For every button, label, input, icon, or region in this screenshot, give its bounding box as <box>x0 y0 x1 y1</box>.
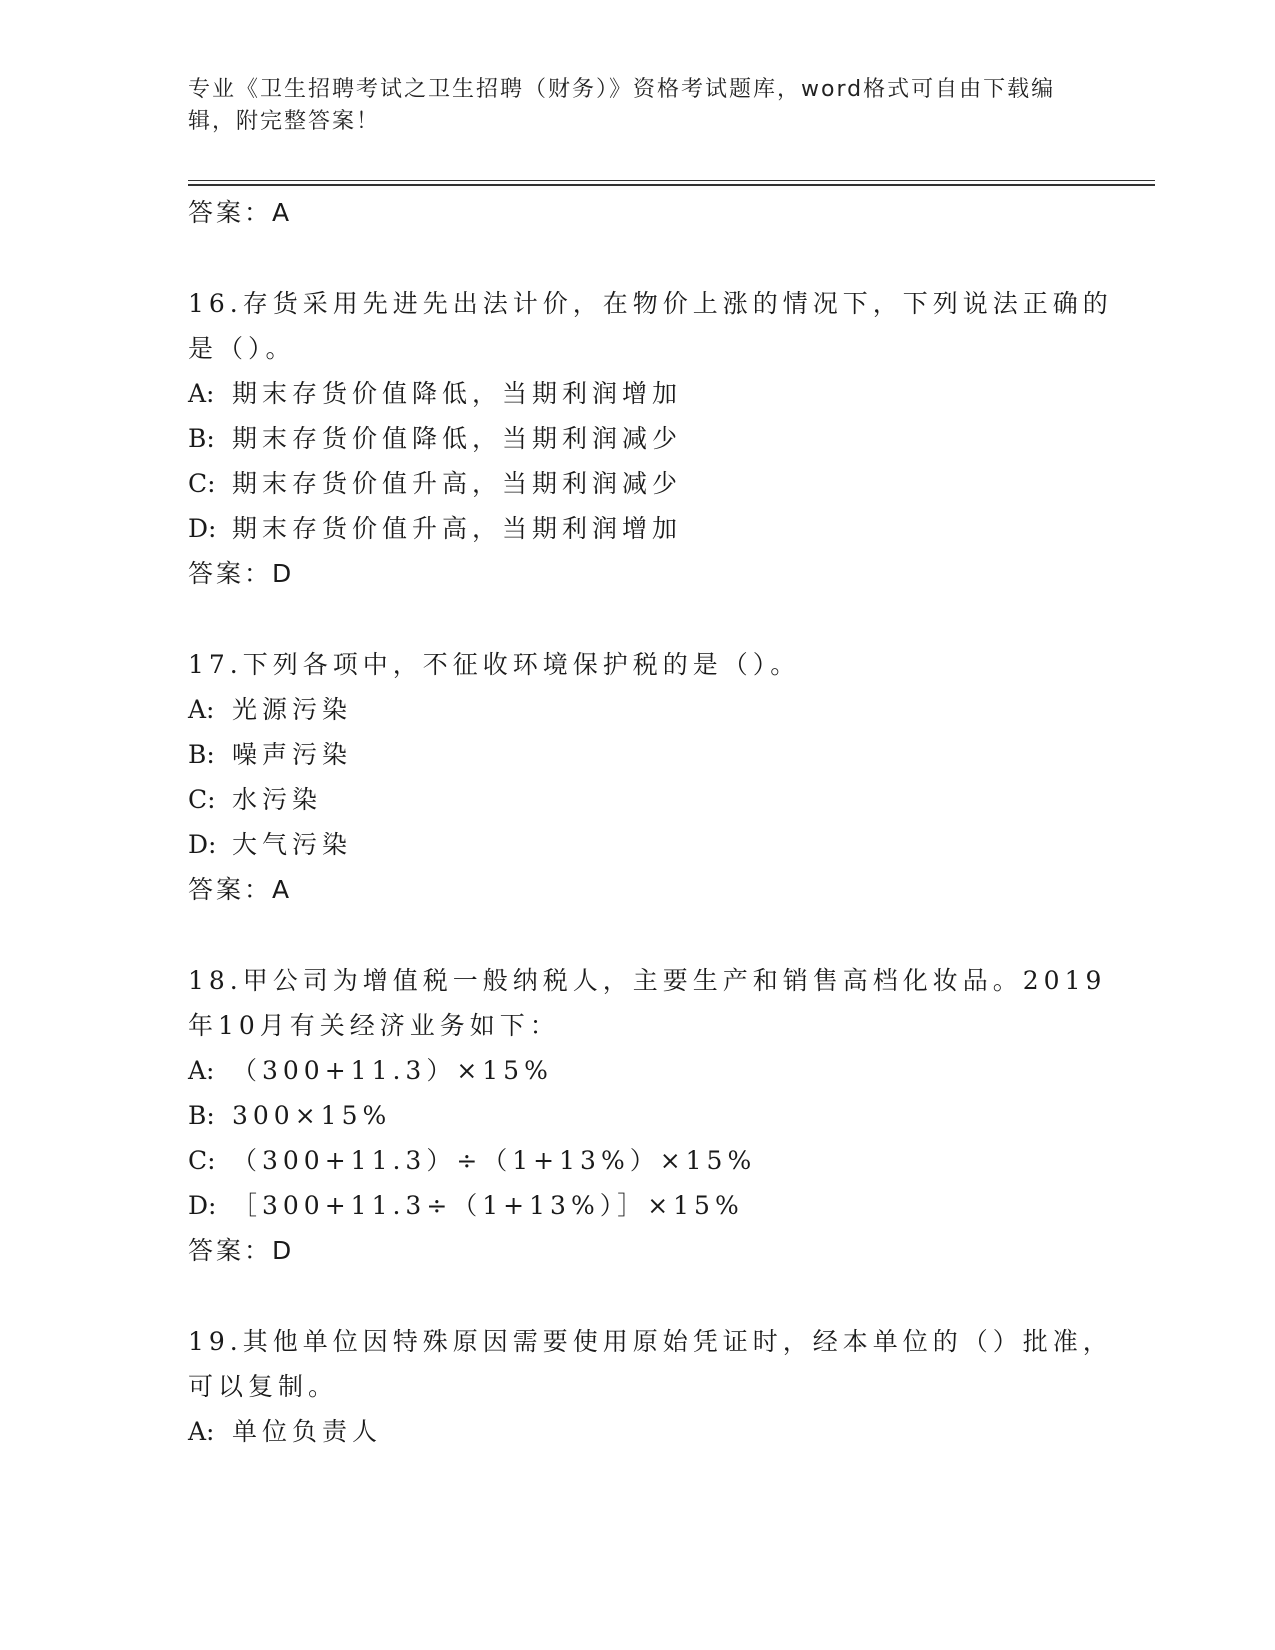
option-key: D: <box>188 830 217 859</box>
question-18 <box>188 958 1107 1273</box>
option-key: A: <box>188 379 215 408</box>
option-a <box>188 1409 1088 1454</box>
question-19 <box>188 1319 1113 1454</box>
option-b <box>188 732 1088 777</box>
option-text: 大气污染 <box>232 830 353 859</box>
option-c <box>188 777 1088 822</box>
option-key: B: <box>188 1101 215 1130</box>
option-a <box>188 1048 1088 1093</box>
option-key: A: <box>188 695 215 724</box>
option-d <box>188 506 1088 551</box>
option-text: （300+11.3）÷（1+13%）×15% <box>232 1146 757 1175</box>
option-text: 期末存货价值降低，当期利润增加 <box>232 379 683 408</box>
question-stem: 19.其他单位因特殊原因需要使用原始凭证时，经本单位的（）批准， <box>188 1327 1113 1356</box>
option-a <box>188 371 1088 416</box>
option-key: A: <box>188 1056 215 1085</box>
question-stem-cont: 是（）。 <box>188 334 296 363</box>
question-stem: 16.存货采用先进先出法计价，在物价上涨的情况下，下列说法正确的 <box>188 289 1113 318</box>
option-text: （300+11.3）×15% <box>232 1056 553 1085</box>
option-text: ［300+11.3÷（1+13%）］×15% <box>232 1191 744 1220</box>
option-key: C: <box>188 1146 216 1175</box>
answer-line: 答案：A <box>188 875 293 904</box>
header-divider-bottom <box>188 184 1155 186</box>
option-d <box>188 1183 1088 1228</box>
option-key: B: <box>188 424 215 453</box>
question-stem: 18.甲公司为增值税一般纳税人，主要生产和销售高档化妆品。2019 <box>188 966 1107 995</box>
question-stem: 17.下列各项中，不征收环境保护税的是（）。 <box>188 650 801 679</box>
option-text: 单位负责人 <box>232 1417 383 1446</box>
header-divider-top <box>188 180 1155 181</box>
option-c <box>188 1138 1088 1183</box>
option-d <box>188 822 1088 867</box>
question-list <box>188 190 1113 1454</box>
question-17 <box>188 642 1088 912</box>
answer-line: 答案：A <box>188 198 293 227</box>
question-16 <box>188 281 1113 596</box>
option-text: 期末存货价值降低，当期利润减少 <box>232 424 683 453</box>
option-key: D: <box>188 1191 217 1220</box>
option-key: A: <box>188 1417 215 1446</box>
option-text: 水污染 <box>232 785 323 814</box>
option-key: B: <box>188 740 215 769</box>
answer-line: 答案：D <box>188 559 295 588</box>
option-key: C: <box>188 785 216 814</box>
option-text: 300×15% <box>232 1101 392 1130</box>
option-text: 期末存货价值升高，当期利润增加 <box>232 514 683 543</box>
option-key: C: <box>188 469 216 498</box>
option-text: 期末存货价值升高，当期利润减少 <box>232 469 683 498</box>
option-text: 噪声污染 <box>232 740 353 769</box>
option-c <box>188 461 1088 506</box>
option-text: 光源污染 <box>232 695 353 724</box>
option-b <box>188 1093 1088 1138</box>
option-b <box>188 416 1088 461</box>
document-header: 专业《卫生招聘考试之卫生招聘（财务）》资格考试题库，word格式可自由下载编辑，附完整答案！ <box>188 77 1056 134</box>
option-a <box>188 687 1088 732</box>
answer-line: 答案：D <box>188 1236 295 1265</box>
question-stem-cont: 可以复制。 <box>188 1372 339 1401</box>
question-stem-cont: 年10月有关经济业务如下： <box>188 1011 560 1040</box>
option-key: D: <box>188 514 217 543</box>
